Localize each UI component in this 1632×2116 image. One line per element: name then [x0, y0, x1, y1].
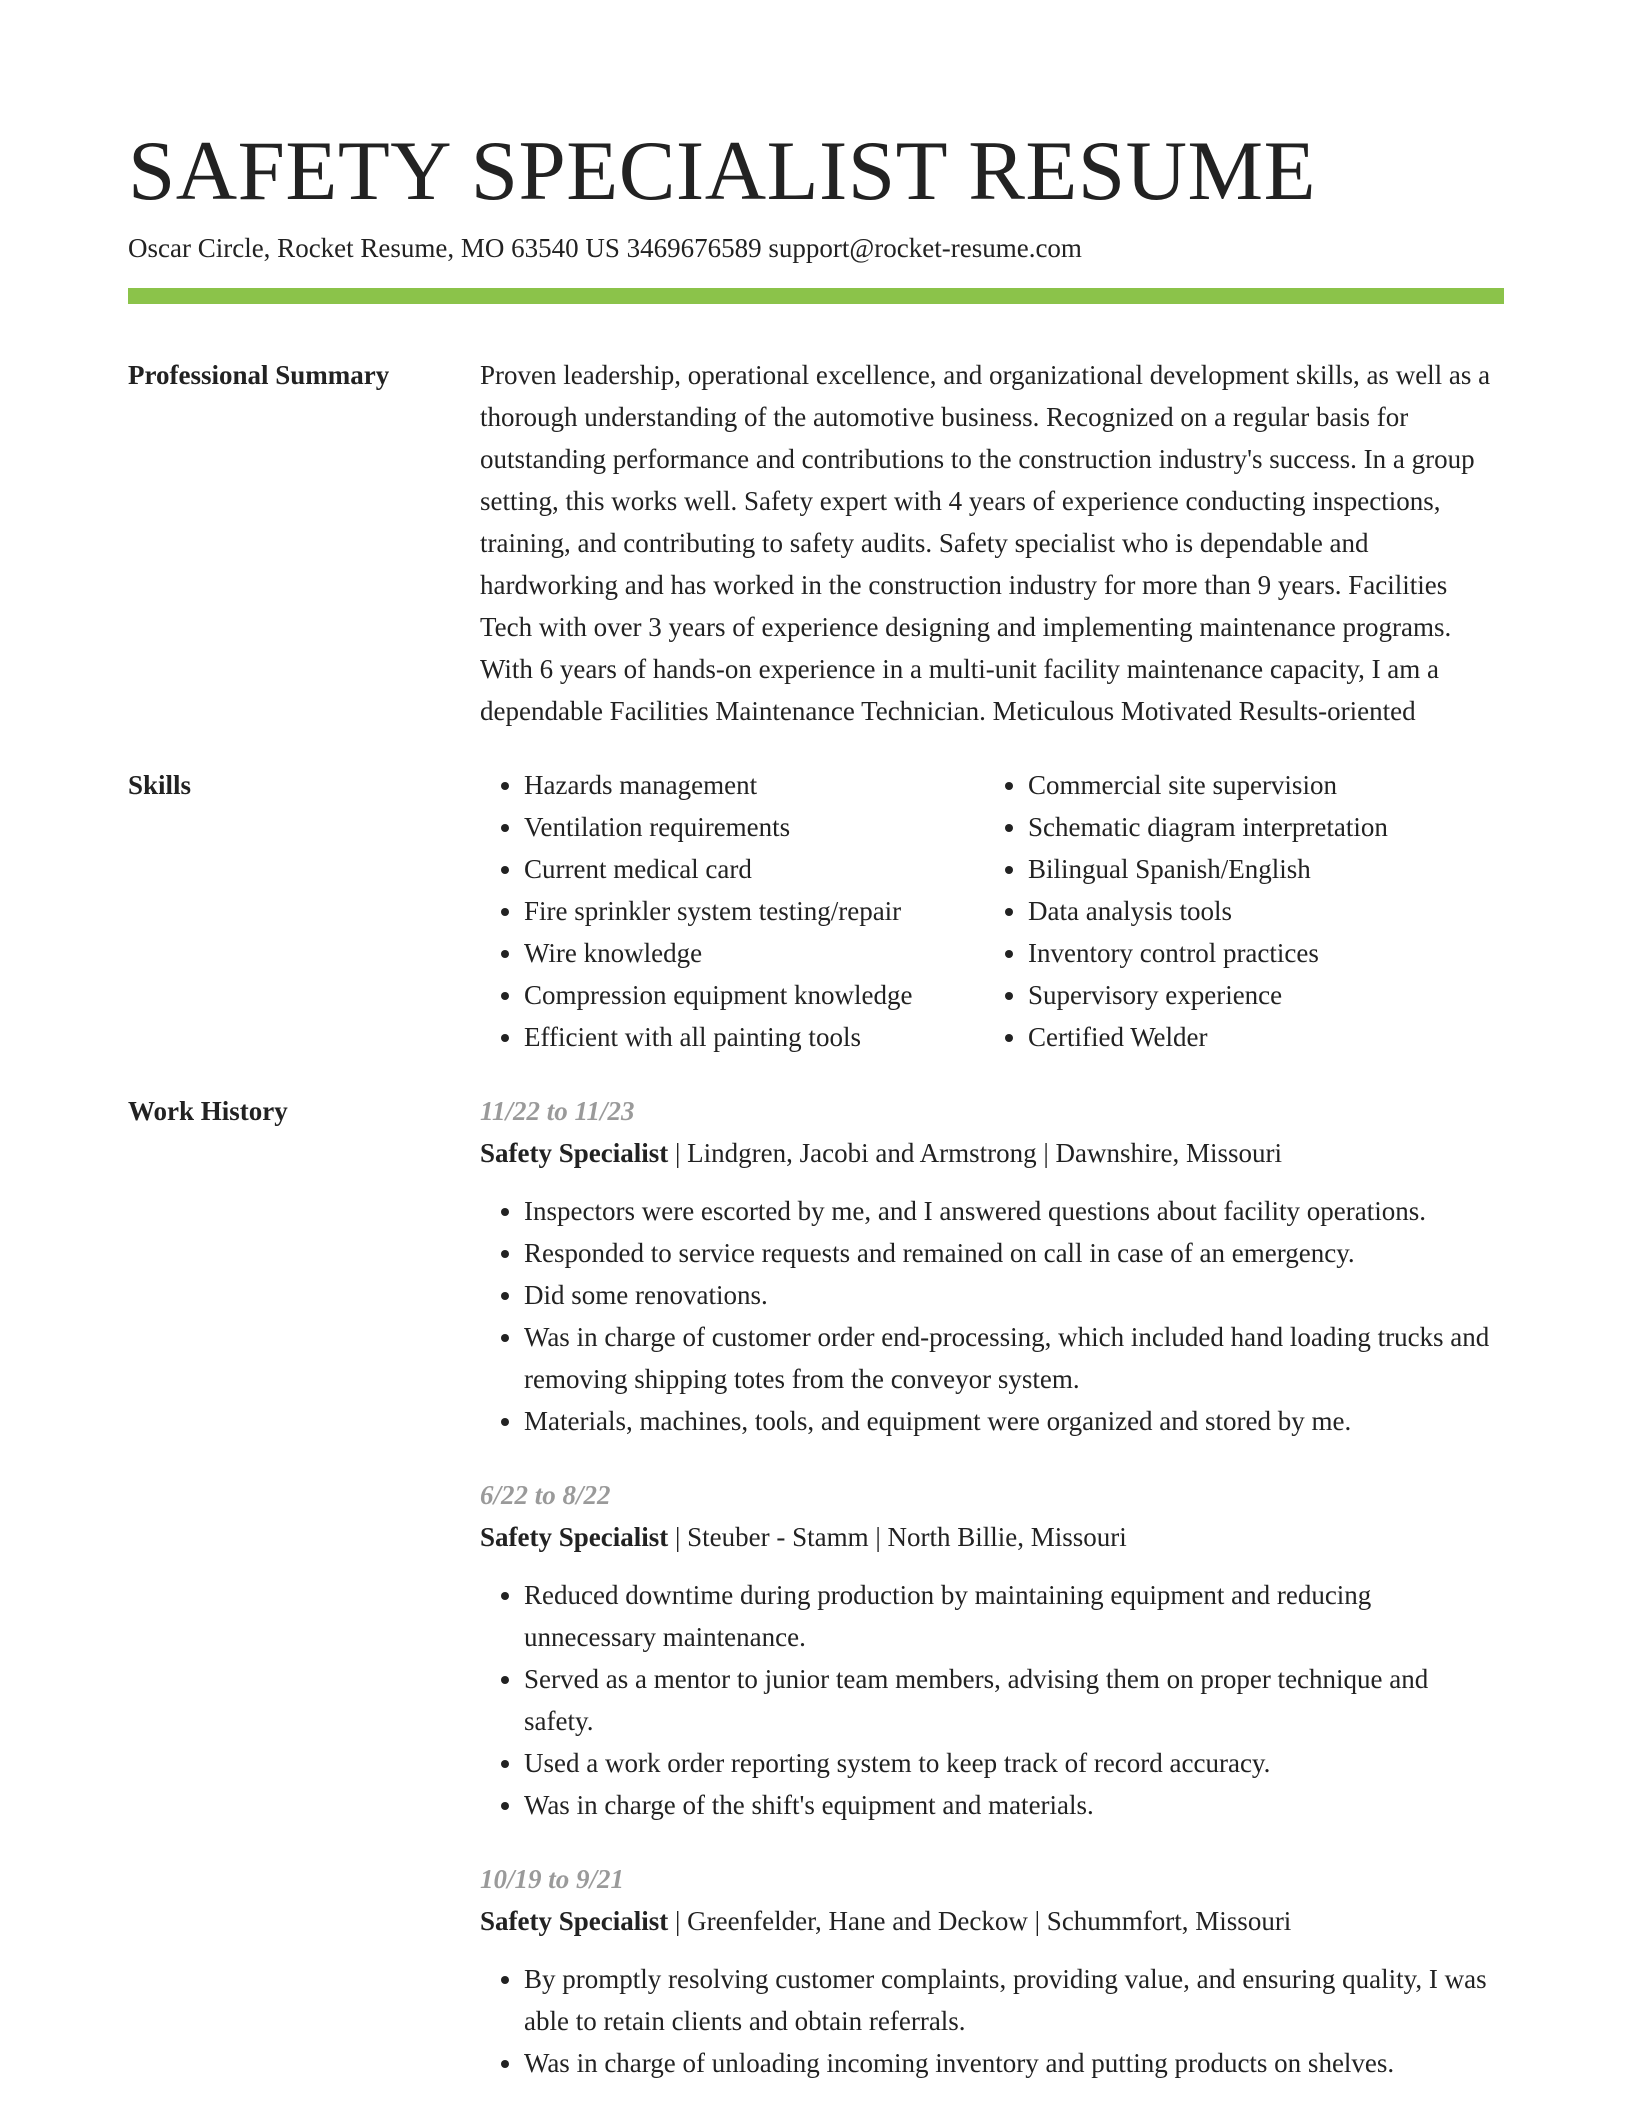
- job-details: | Lindgren, Jacobi and Armstrong | Dawnshire, Missouri: [668, 1138, 1282, 1168]
- job-bullet: • Reduced downtime during production by maintaining equipment and reducing unnecessary maintenance.: [524, 1574, 1504, 1658]
- job-bullets: [480, 1190, 1504, 1442]
- resume-page: [128, 0, 1504, 2116]
- skill-item: • Supervisory experience: [1028, 974, 1488, 1016]
- skill-item: • Schematic diagram interpretation: [1028, 806, 1488, 848]
- skill-item: • Inventory control practices: [1028, 932, 1488, 974]
- skill-item: • Certified Welder: [1028, 1016, 1488, 1058]
- job-bullet: • Used a work order reporting system to keep track of record accuracy.: [524, 1742, 1504, 1784]
- skill-item: • Fire sprinkler system testing/repair: [524, 890, 984, 932]
- summary-text: Proven leadership, operational excellence, and organizational development skills, as well as a thorough understanding of the automotive business. Recognized on a regular basis for outstanding performance and contributions to the construction industry's success. In a group setting, this works well. Safety expert with 4 years of experience conducting inspections, training, and contributing to safety audits. Safety specialist who is dependable and hardworking and has worked in the construction industry for more than 9 years. Facilities Tech with over 3 years of experience designing and implementing maintenance programs. With 6 years of hands-on experience in a multi-unit facility maintenance capacity, I am a dependable Facilities Maintenance Technician. Meticulous Motivated Results-oriented: [480, 360, 1491, 726]
- job-bullets: [480, 1958, 1504, 2084]
- contact-info: Oscar Circle, Rocket Resume, MO 63540 US 3469676589 support@rocket-resume.com: [128, 233, 1082, 263]
- job-header: [480, 1516, 1504, 1558]
- job-title: Safety Specialist: [480, 1522, 669, 1552]
- skills-section: [128, 764, 1504, 1058]
- skill-item: • Current medical card: [524, 848, 984, 890]
- job-entry: [480, 1090, 1504, 1442]
- work-history-section: [128, 1090, 1504, 2116]
- job-dates: 6/22 to 8/22: [480, 1480, 611, 1510]
- job-title: Safety Specialist: [480, 1906, 669, 1936]
- skill-item: • Data analysis tools: [1028, 890, 1488, 932]
- job-bullet: • Materials, machines, tools, and equipment were organized and stored by me.: [524, 1400, 1504, 1442]
- skill-item: • Ventilation requirements: [524, 806, 984, 848]
- job-title: Safety Specialist: [480, 1138, 669, 1168]
- job-dates: 11/22 to 11/23: [480, 1096, 635, 1126]
- job-bullet: • Inspectors were escorted by me, and I answered questions about facility operations.: [524, 1190, 1504, 1232]
- job-entry: [480, 1858, 1504, 2084]
- job-bullet: • Was in charge of the shift's equipment and materials.: [524, 1784, 1504, 1826]
- skill-item: • Hazards management: [524, 764, 984, 806]
- job-details: | Steuber - Stamm | North Billie, Missouri: [668, 1522, 1127, 1552]
- job-details: | Greenfelder, Hane and Deckow | Schummfort, Missouri: [668, 1906, 1292, 1936]
- job-header: [480, 1132, 1504, 1174]
- skill-item: • Wire knowledge: [524, 932, 984, 974]
- header-divider: [128, 288, 1504, 304]
- job-header: [480, 1900, 1504, 1942]
- job-bullet: • By promptly resolving customer complaints, providing value, and ensuring quality, I was able to retain clients and obtain referrals.: [524, 1958, 1504, 2042]
- job-bullet: • Was in charge of customer order end-processing, which included hand loading trucks and removing shipping totes from the conveyor system.: [524, 1316, 1504, 1400]
- job-entry: [480, 1474, 1504, 1826]
- document-title: SAFETY SPECIALIST RESUME: [128, 124, 1317, 218]
- skills-list-left: [480, 764, 984, 1058]
- job-bullets: [480, 1574, 1504, 1826]
- skills-list-right: [984, 764, 1488, 1058]
- section-heading: Work History: [128, 1096, 288, 1126]
- section-heading: Professional Summary: [128, 360, 390, 390]
- job-bullet: • Did some renovations.: [524, 1274, 1504, 1316]
- skill-item: • Compression equipment knowledge: [524, 974, 984, 1016]
- professional-summary-section: [128, 354, 1504, 732]
- job-bullet: • Was in charge of unloading incoming inventory and putting products on shelves.: [524, 2042, 1504, 2084]
- section-heading: Skills: [128, 770, 192, 800]
- skill-item: • Efficient with all painting tools: [524, 1016, 984, 1058]
- job-bullet: • Served as a mentor to junior team members, advising them on proper technique and safety.: [524, 1658, 1504, 1742]
- job-bullet: • Responded to service requests and remained on call in case of an emergency.: [524, 1232, 1504, 1274]
- skill-item: • Bilingual Spanish/English: [1028, 848, 1488, 890]
- skill-item: • Commercial site supervision: [1028, 764, 1488, 806]
- job-dates: 10/19 to 9/21: [480, 1864, 625, 1894]
